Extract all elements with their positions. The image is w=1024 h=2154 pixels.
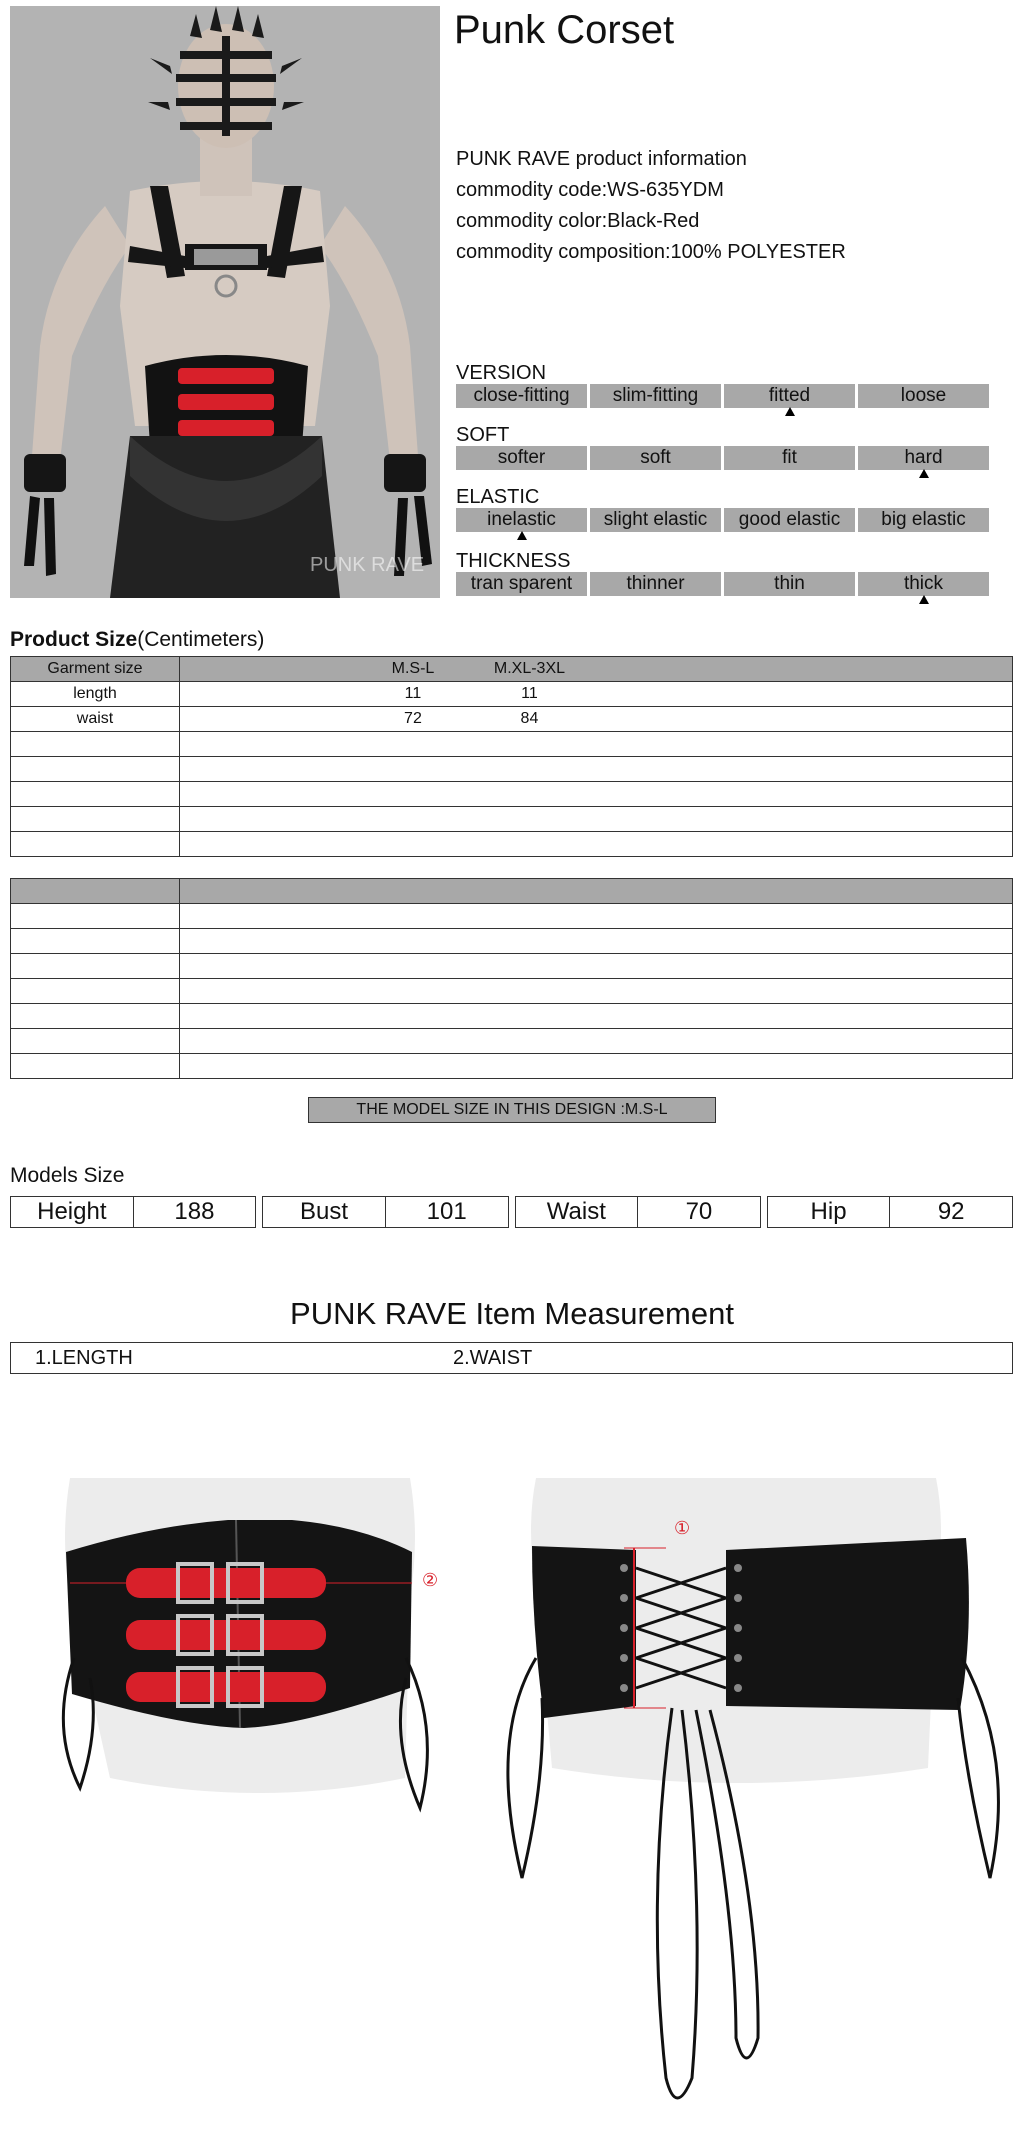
watermark: PUNK RAVE — [310, 554, 425, 576]
model-label: Waist — [546, 1198, 606, 1225]
model-value: 101 — [385, 1197, 508, 1227]
table-row — [11, 682, 1013, 707]
attr-option: thick — [858, 572, 989, 596]
row-label: waist — [11, 707, 180, 732]
model-height — [10, 1196, 256, 1228]
size-columns-header — [180, 657, 1013, 682]
measurement-item-length: 1.LENGTH — [35, 1347, 133, 1369]
table-row-empty — [11, 807, 1013, 832]
attr-option: soft — [590, 446, 721, 470]
commodity-code: WS-635YDM — [607, 179, 724, 201]
measurement-item-waist: 2.WAIST — [453, 1347, 533, 1369]
corset-front-image — [60, 1478, 460, 1918]
size-col-ms-l: M.S-L — [391, 660, 435, 677]
product-title: Punk Corset — [454, 8, 675, 52]
model-label: Bust — [300, 1198, 349, 1225]
measurement-title: PUNK RAVE Item Measurement — [290, 1296, 734, 1331]
model-size-banner: THE MODEL SIZE IN THIS DESIGN :M.S-L — [308, 1097, 716, 1123]
value-cell: 11 — [404, 685, 422, 702]
attr-scale — [456, 446, 989, 470]
value-cell: 72 — [404, 710, 422, 727]
selected-marker-icon — [919, 469, 929, 478]
model-value: 92 — [889, 1197, 1012, 1227]
table-row-empty — [11, 832, 1013, 857]
model-label: Hip — [810, 1198, 847, 1225]
info-code: commodity code:WS-635YDM — [456, 179, 724, 201]
model-label: Height — [37, 1198, 107, 1225]
info-composition: commodity composition:100% POLYESTER — [456, 241, 846, 263]
attr-option: tran sparent — [456, 572, 587, 596]
table-row-empty — [11, 929, 1013, 954]
attr-label: VERSION — [456, 362, 547, 384]
model-illustration — [10, 6, 440, 598]
table-row-empty — [11, 1054, 1013, 1079]
table-row-empty — [11, 904, 1013, 929]
value-cell: 84 — [520, 710, 539, 727]
product-size-heading: Product Size(Centimeters) — [10, 628, 265, 651]
row-values — [180, 707, 1013, 732]
attr-option: softer — [456, 446, 587, 470]
attr-option: big elastic — [858, 508, 989, 532]
attr-label: SOFT — [456, 424, 510, 446]
attr-option: fit — [724, 446, 855, 470]
attr-option: good elastic — [724, 508, 855, 532]
commodity-color: Black-Red — [607, 210, 700, 232]
attr-label: ELASTIC — [456, 486, 540, 508]
garment-size-header: Garment size — [11, 657, 180, 682]
models-size-row — [10, 1196, 1013, 1228]
blank-size-table — [10, 878, 1013, 1079]
attr-option: slim-fitting — [590, 384, 721, 408]
attr-scale — [456, 572, 989, 596]
model-bust — [262, 1196, 508, 1228]
marker-length: ① — [674, 1518, 691, 1538]
attr-option: loose — [858, 384, 989, 408]
attr-option: inelastic — [456, 508, 587, 532]
attr-option: hard — [858, 446, 989, 470]
table-row-empty — [11, 979, 1013, 1004]
model-value: 70 — [637, 1197, 760, 1227]
info-color: commodity color:Black-Red — [456, 210, 700, 232]
value-cell: 11 — [521, 685, 538, 702]
table-row-empty — [11, 732, 1013, 757]
size-table — [10, 656, 1013, 857]
attr-option: thin — [724, 572, 855, 596]
model-hip — [767, 1196, 1013, 1228]
table-row-empty — [11, 757, 1013, 782]
row-values — [180, 682, 1013, 707]
corset-back-image — [496, 1478, 1016, 2138]
info-header: PUNK RAVE product information — [456, 148, 747, 170]
measurement-legend — [10, 1342, 1013, 1374]
product-info — [456, 144, 846, 268]
selected-marker-icon — [919, 595, 929, 604]
attr-soft — [456, 424, 989, 470]
attr-option: close-fitting — [456, 384, 587, 408]
attr-label: THICKNESS — [456, 550, 571, 572]
attr-version — [456, 362, 989, 408]
commodity-composition: 100% POLYESTER — [670, 241, 846, 263]
table-row-empty — [11, 1004, 1013, 1029]
size-col-mxl-3xl: M.XL-3XL — [493, 660, 566, 677]
table-row — [11, 707, 1013, 732]
unit-label: (Centimeters) — [137, 628, 265, 651]
model-value: 188 — [133, 1197, 256, 1227]
table-header-row — [11, 879, 1013, 904]
marker-waist: ② — [422, 1570, 439, 1590]
attr-scale — [456, 508, 989, 532]
models-size-title: Models Size — [10, 1164, 125, 1187]
row-label: length — [11, 682, 180, 707]
table-row-empty — [11, 954, 1013, 979]
table-row-empty — [11, 782, 1013, 807]
attr-scale — [456, 384, 989, 408]
attr-option: slight elastic — [590, 508, 721, 532]
attr-thickness — [456, 550, 989, 596]
model-photo — [10, 6, 440, 598]
attr-option: fitted — [724, 384, 855, 408]
table-header-row — [11, 657, 1013, 682]
attr-option: thinner — [590, 572, 721, 596]
table-row-empty — [11, 1029, 1013, 1054]
selected-marker-icon — [785, 407, 795, 416]
model-waist — [515, 1196, 761, 1228]
selected-marker-icon — [517, 531, 527, 540]
attr-elastic — [456, 486, 989, 532]
